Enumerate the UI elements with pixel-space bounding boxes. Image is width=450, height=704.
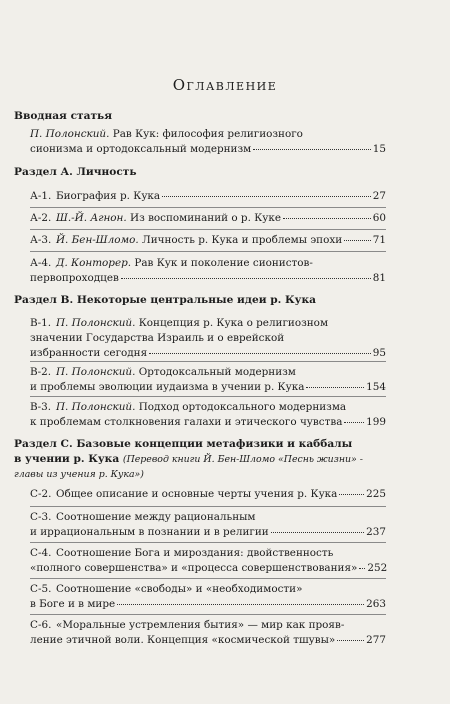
entry-text: к проблемам столкновения галахи и этического чувства [30,416,343,428]
leader-dots [344,421,364,423]
entry-text: избранности сегодня [30,347,148,359]
toc-entry-a3 [30,233,386,248]
toc-entry-c4 [30,546,386,576]
entry-page: 277 [366,634,386,646]
entry-author: П. Полонский. [56,366,136,378]
entry-author: Й. Бен-Шломо. [56,234,139,246]
entry-page: 263 [366,598,386,610]
leader-dots [339,493,364,495]
entry-text: первопроходцев [30,272,119,284]
section-subtitle: главы из учения р. Кука») [14,469,144,480]
divider [30,361,386,362]
entry-text: ление этичной воли. Концепция «космической тшувы» [30,634,336,646]
entry-text: значении Государства Израиль и о еврейской [30,332,285,344]
entry-number: С-4. [30,547,52,559]
entry-number: А-4. [30,257,52,269]
toc-entry-a1 [30,189,386,204]
divider [30,251,386,252]
entry-text: «полного совершенства» и «процесса совершенствования» [30,562,358,574]
toc-entry-c6 [30,618,386,648]
divider [30,578,386,579]
entry-number: А-2. [30,212,52,224]
entry-page: 95 [372,347,386,359]
divider [30,229,386,230]
leader-dots [162,195,371,197]
entry-page: 225 [366,488,386,500]
entry-page: 60 [372,212,386,224]
leader-dots [253,148,371,150]
entry-text: Рав Кук: философия религиозного [112,128,303,140]
toc-entry-b1 [30,316,386,361]
divider [30,207,386,208]
leader-dots [121,277,371,279]
entry-text: Соотношение Бога и мироздания: двойственность [56,547,334,559]
section-heading-c-line1: Раздел С. Базовые концепции метафизики и каббалы [14,438,353,450]
entry-text: Соотношение «свободы» и «необходимости» [56,583,303,595]
entry-number: В-3. [30,401,52,413]
toc-entry-b2 [30,365,386,395]
entry-page: 71 [372,234,386,246]
entry-page: 237 [366,526,386,538]
entry-text: Общее описание и основные черты учения р. Кука [56,488,338,500]
entry-page: 81 [372,272,386,284]
entry-author: П. Полонский. [30,128,110,140]
leader-dots [271,531,364,533]
entry-author: П. Полонский. [56,317,136,329]
entry-text: Личность р. Кука и проблемы эпохи [142,234,343,246]
toc-entry-a2 [30,211,386,226]
entry-number: С-6. [30,619,52,631]
toc-entry-a4 [30,256,386,286]
entry-page: 154 [366,381,386,393]
leader-dots [306,386,364,388]
toc-entry-c2 [30,487,386,502]
section-heading-intro: Вводная статья [14,110,113,122]
leader-dots [344,239,371,241]
leader-dots [283,217,371,219]
entry-text: сионизма и ортодоксальный модернизм [30,143,252,155]
section-heading-b: Раздел В. Некоторые центральные идеи р. Кука [14,294,316,306]
page-title: Оглавление [172,76,278,94]
entry-author: П. Полонский. [56,401,136,413]
entry-text: и проблемы эволюции иудаизма в учении р. Кука [30,381,305,393]
divider [30,396,386,397]
entry-text: Биография р. Кука [56,190,161,202]
leader-dots [337,639,364,641]
entry-page: 252 [367,562,388,574]
entry-page: 15 [372,143,386,155]
entry-text: Рав Кук и поколение сионистов- [134,257,313,269]
entry-number: А-3. [30,234,52,246]
entry-number: А-1. [30,190,52,202]
divider [30,506,386,507]
entry-page: 199 [366,416,386,428]
entry-author: Д. Конторер. [56,257,132,269]
entry-page: 27 [372,190,386,202]
divider [30,614,386,615]
entry-text: «Моральные устремления бытия» — мир как прояв- [56,619,345,631]
entry-text: Ортодоксальный модернизм [138,366,296,378]
entry-author: Ш.-Й. Агнон. [56,212,127,224]
entry-number: С-5. [30,583,52,595]
entry-text: Соотношение между рациональным [56,511,256,523]
entry-number: В-2. [30,366,52,378]
entry-number: В-1. [30,317,52,329]
entry-number: С-2. [30,488,52,500]
leader-dots [117,603,364,605]
entry-text: Из воспоминаний о р. Куке [130,212,281,224]
section-heading-c-line2: в учении р. Кука [14,453,120,465]
toc-entry-intro [30,127,386,157]
entry-text: Подход ортодоксального модернизма [138,401,347,413]
entry-text: Концепция р. Кука о религиозном [138,317,329,329]
section-heading-c [14,437,436,482]
entry-number: С-3. [30,511,52,523]
section-heading-a: Раздел А. Личность [14,166,137,178]
entry-text: и иррациональным в познании и в религии [30,526,269,538]
entry-text: в Боге и в мире [30,598,116,610]
entry-line [30,142,386,157]
toc-entry-c5 [30,582,386,612]
entry-line [30,127,386,142]
divider [30,542,386,543]
section-subtitle: (Перевод книги Й. Бен-Шломо «Песнь жизни» - [122,454,363,465]
leader-dots [359,567,365,569]
toc-entry-c3 [30,510,386,540]
leader-dots [149,352,371,354]
toc-entry-b3 [30,400,386,430]
